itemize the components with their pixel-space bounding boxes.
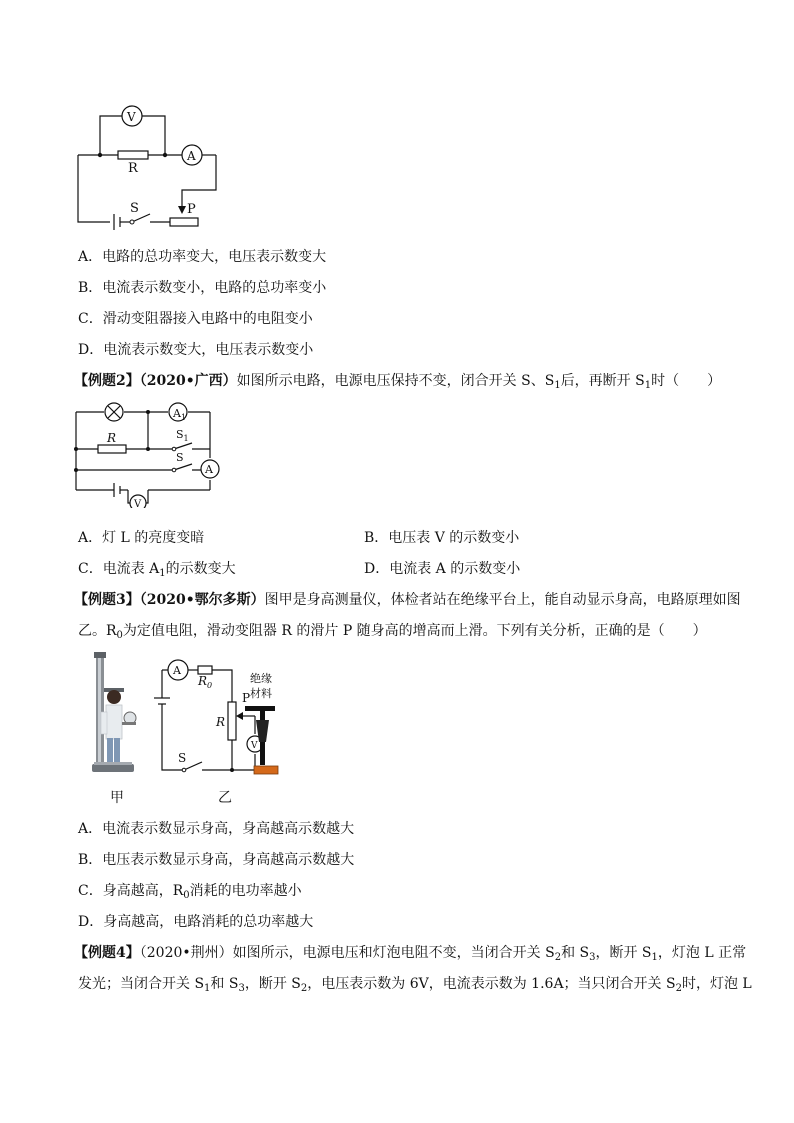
- q3-source: （2020•鄂尔多斯）: [139, 592, 265, 608]
- q3-option-a: A．电流表示数显示身高，身高越高示数越大: [78, 821, 355, 837]
- q4-tag: 【例题4】: [74, 945, 140, 961]
- ammeter-label-3: A: [173, 664, 181, 677]
- resistor-r0-label: $R_0$: [198, 674, 213, 690]
- switch-s-label: S: [176, 451, 184, 464]
- voltmeter-label: V: [127, 110, 136, 124]
- q2-stem: 【例题2】（2020•广西）如图所示电路，电源电压保持不变，闭合开关 S、$S_1$后，再断开 $S_1$时（ ）: [74, 373, 722, 391]
- q1-option-a: A．电路的总功率变大，电压表示数变大: [78, 249, 327, 265]
- q3-option-b: B．电压表示数显示身高，身高越高示数越大: [78, 852, 355, 868]
- q3-stem-line-1: 【例题3】（2020•鄂尔多斯）图甲是身高测量仪，体检者站在绝缘平台上，能自动显示身高，电路原理如图: [74, 592, 741, 608]
- q3-option-d: D．身高越高，电路消耗的总功率越大: [78, 914, 314, 930]
- circuit-diagram-2: [68, 398, 228, 508]
- slider-label: P: [187, 202, 196, 217]
- switch-s1-label: $S_1$: [176, 428, 189, 443]
- q2-option-c: C．电流表 $A_1$的示数变大: [78, 561, 236, 579]
- q3-option-c: C．身高越高，$R_0$消耗的电功率越小: [78, 883, 302, 901]
- q4-source: （2020•荆州）: [139, 945, 233, 961]
- insulator-label-2: 材料: [250, 687, 272, 700]
- voltmeter-label-3: V: [251, 741, 258, 751]
- q4-line-1: 【例题4】（2020•荆州）如图所示，电源电压和灯泡电阻不变，当闭合开关 $S_2$和 $S_3$，断开 $S_1$，灯泡 L 正常: [74, 945, 747, 963]
- switch-s-label-3: S: [178, 751, 187, 765]
- q1-option-c: C．滑动变阻器接入电路中的电阻变小: [78, 311, 313, 327]
- q2-option-a: A．灯 L 的亮度变暗: [78, 530, 205, 546]
- q3-stem-line-2: 乙。$R_0$为定值电阻，滑动变阻器 R 的滑片 P 随身高的增高而上滑。下列有关分析，正确的是（ ）: [78, 623, 707, 641]
- ammeter-a1-label: $A_1$: [173, 407, 187, 422]
- q4-line-2: 发光；当闭合开关 $S_1$和 $S_3$，断开 $S_2$，电压表示数为 6V，电流表示数为 1.6A；当只闭合开关 $S_2$时，灯泡 L: [78, 976, 752, 994]
- circuit-diagram-3: [150, 650, 310, 780]
- insulator-label-1: 绝缘: [250, 672, 272, 685]
- figure-label-jia: 甲: [110, 790, 124, 806]
- q1-option-b: B．电流表示数变小，电路的总功率变小: [78, 280, 327, 296]
- q2-source: （2020•广西）: [139, 373, 237, 389]
- ammeter-a-label: A: [205, 463, 213, 476]
- resistor-r-label: R: [107, 431, 117, 445]
- resistor-label: R: [128, 161, 138, 176]
- ammeter-label: A: [187, 149, 196, 163]
- q2-tag: 【例题2】: [74, 373, 140, 389]
- q2-option-d: D．电流表 A 的示数变小: [364, 561, 521, 577]
- circuit-diagram-1: [70, 100, 230, 230]
- q1-option-d: D．电流表示数变大，电压表示数变小: [78, 342, 314, 358]
- rheostat-r-label: R: [216, 715, 226, 729]
- switch-label: S: [130, 201, 139, 216]
- figure-label-yi: 乙: [218, 790, 232, 806]
- q2-option-b: B．电压表 V 的示数变小: [364, 530, 520, 546]
- slider-p-label: P: [242, 691, 251, 705]
- voltmeter-v-label: V: [134, 499, 142, 508]
- height-meter-photo: [84, 650, 154, 780]
- q3-tag: 【例题3】: [74, 592, 140, 608]
